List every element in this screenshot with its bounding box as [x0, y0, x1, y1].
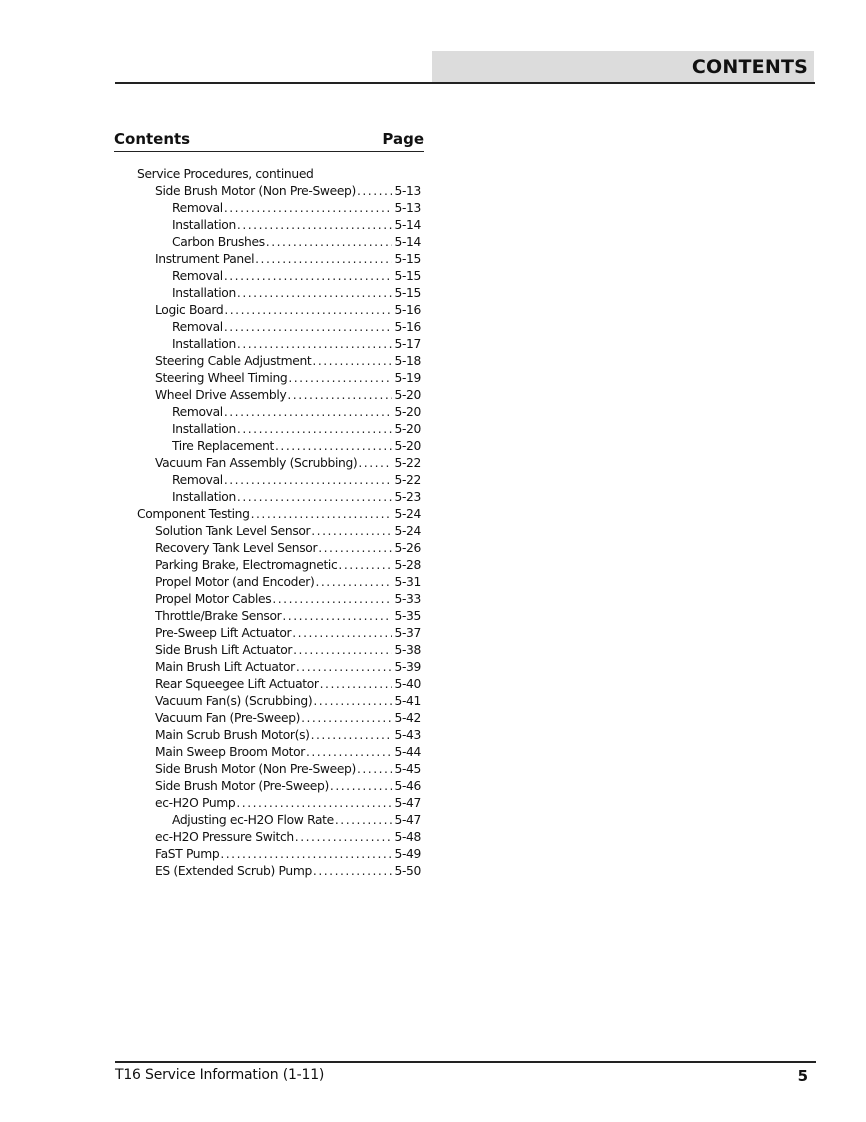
- toc-entry-page: 5-16: [394, 320, 421, 334]
- toc-dot-leader: [224, 472, 393, 489]
- toc-entry[interactable]: [172, 421, 421, 438]
- toc-entry-page: 5-14: [394, 235, 421, 249]
- toc-entry-title: Removal: [172, 320, 223, 334]
- toc-dot-leader: [292, 625, 392, 642]
- toc-entry[interactable]: [155, 574, 421, 591]
- toc-dot-leader: [237, 421, 393, 438]
- toc-entry-title: Service Procedures, continued: [137, 167, 314, 181]
- toc-entry-page: 5-20: [394, 422, 421, 436]
- toc-entry[interactable]: [155, 778, 421, 795]
- toc-dot-leader: [224, 268, 393, 285]
- toc-dot-leader: [237, 285, 393, 302]
- toc-entry-page: 5-13: [394, 201, 421, 215]
- toc-dot-leader: [236, 795, 392, 812]
- toc-entry-page: 5-48: [394, 830, 421, 844]
- toc-entry-title: Side Brush Motor (Pre-Sweep): [155, 779, 329, 793]
- toc-dot-leader: [237, 489, 393, 506]
- toc-dot-leader: [311, 727, 393, 744]
- toc-entry-title: Removal: [172, 473, 223, 487]
- toc-entry-title: Steering Cable Adjustment: [155, 354, 312, 368]
- toc-entry[interactable]: [172, 336, 421, 353]
- toc-entry[interactable]: [172, 438, 421, 455]
- toc-entry[interactable]: [155, 642, 421, 659]
- toc-entry[interactable]: [155, 659, 421, 676]
- toc-entry[interactable]: [155, 710, 421, 727]
- toc-entry-page: 5-16: [394, 303, 421, 317]
- toc-dot-leader: [220, 846, 392, 863]
- toc-entry[interactable]: [155, 251, 421, 268]
- toc-dot-leader: [357, 761, 393, 778]
- toc-entry-title: Parking Brake, Electromagnetic: [155, 558, 338, 572]
- toc-entry-page: 5-28: [394, 558, 421, 572]
- toc-entry[interactable]: [155, 829, 421, 846]
- toc-entry-page: 5-15: [394, 269, 421, 283]
- toc-entry-page: 5-14: [394, 218, 421, 232]
- toc-entry-title: Side Brush Lift Actuator: [155, 643, 293, 657]
- toc-entry-title: Throttle/Brake Sensor: [155, 609, 282, 623]
- toc-entry-page: 5-20: [394, 388, 421, 402]
- toc-entry-page: 5-40: [394, 677, 421, 691]
- toc-entry[interactable]: [155, 863, 421, 880]
- toc-entry-title: Wheel Drive Assembly: [155, 388, 287, 402]
- toc-entry[interactable]: [155, 455, 421, 472]
- toc-dot-leader: [301, 710, 392, 727]
- toc-entry-title: Removal: [172, 201, 223, 215]
- toc-dot-leader: [282, 608, 392, 625]
- toc-entry-title: Vacuum Fan (Pre-Sweep): [155, 711, 301, 725]
- toc-entry-title: Propel Motor (and Encoder): [155, 575, 315, 589]
- toc-entry-title: Removal: [172, 405, 223, 419]
- toc-entry-page: 5-19: [394, 371, 421, 385]
- toc-entry-page: 5-31: [394, 575, 421, 589]
- toc-dot-leader: [288, 370, 392, 387]
- page-header-title: CONTENTS: [691, 56, 808, 78]
- toc-entry-title: Tire Replacement: [172, 439, 275, 453]
- toc-dot-leader: [313, 863, 393, 880]
- toc-dot-leader: [306, 744, 393, 761]
- toc-entry[interactable]: [155, 727, 421, 744]
- toc-dot-leader: [312, 353, 392, 370]
- toc-entry-page: 5-20: [394, 439, 421, 453]
- toc-dot-leader: [224, 200, 393, 217]
- toc-entry-page: 5-50: [394, 864, 421, 878]
- toc-entry-title: Main Sweep Broom Motor: [155, 745, 305, 759]
- toc-entry[interactable]: [155, 693, 421, 710]
- toc-entry-title: Pre-Sweep Lift Actuator: [155, 626, 292, 640]
- toc-dot-leader: [275, 438, 392, 455]
- footer-rule: [115, 1061, 816, 1063]
- toc-entry[interactable]: [155, 761, 421, 778]
- toc-dot-leader: [315, 574, 392, 591]
- toc-entry-page: 5-15: [394, 286, 421, 300]
- toc-dot-leader: [311, 523, 392, 540]
- toc-contents-heading: Contents: [114, 130, 191, 148]
- toc-entry-title: Vacuum Fan(s) (Scrubbing): [155, 694, 313, 708]
- toc-entry-page: 5-22: [394, 473, 421, 487]
- toc-entry-page: 5-47: [394, 813, 421, 827]
- toc-entry-page: 5-39: [394, 660, 421, 674]
- toc-entry-title: Steering Wheel Timing: [155, 371, 288, 385]
- toc-entry[interactable]: [155, 608, 421, 625]
- toc-entry-page: 5-22: [394, 456, 421, 470]
- toc-entry-page: 5-17: [394, 337, 421, 351]
- toc-entry-page: 5-20: [394, 405, 421, 419]
- toc-entry[interactable]: [172, 489, 421, 506]
- toc-entry-page: 5-43: [394, 728, 421, 742]
- toc-entry-page: 5-37: [394, 626, 421, 640]
- toc-dot-leader: [320, 676, 393, 693]
- toc-dot-leader: [357, 183, 393, 200]
- toc-dot-leader: [287, 387, 392, 404]
- toc-dot-leader: [237, 217, 393, 234]
- footer-document-title: T16 Service Information (1-11): [115, 1067, 325, 1083]
- toc-entry[interactable]: [155, 370, 421, 387]
- toc-entry-page: 5-13: [394, 184, 421, 198]
- toc-dot-leader: [255, 251, 392, 268]
- toc-entry-title: Side Brush Motor (Non Pre-Sweep): [155, 184, 356, 198]
- toc-entry[interactable]: [172, 285, 421, 302]
- toc-dot-leader: [293, 642, 392, 659]
- toc-entry-title: Main Brush Lift Actuator: [155, 660, 295, 674]
- toc-dot-leader: [295, 829, 393, 846]
- toc-entry[interactable]: [155, 557, 421, 574]
- toc-entry-page: 5-38: [394, 643, 421, 657]
- toc-entry-page: 5-23: [394, 490, 421, 504]
- toc-entry[interactable]: [172, 472, 421, 489]
- toc-entry-title: Installation: [172, 422, 236, 436]
- toc-entry-title: Component Testing: [137, 507, 250, 521]
- toc-entry[interactable]: [155, 625, 421, 642]
- toc-entry-title: Propel Motor Cables: [155, 592, 272, 606]
- toc-entry[interactable]: [172, 812, 421, 829]
- toc-entry-title: ES (Extended Scrub) Pump: [155, 864, 312, 878]
- toc-entry[interactable]: [172, 234, 421, 251]
- toc-entry[interactable]: [155, 591, 421, 608]
- toc-entry-title: Carbon Brushes: [172, 235, 265, 249]
- toc-entry-title: Rear Squeegee Lift Actuator: [155, 677, 319, 691]
- toc-entry[interactable]: [137, 506, 421, 523]
- toc-entry-page: 5-45: [394, 762, 421, 776]
- toc-entry-title: Logic Board: [155, 303, 224, 317]
- footer-page-number: 5: [797, 1067, 808, 1085]
- toc-dot-leader: [237, 336, 393, 353]
- toc-entry-title: ec-H2O Pressure Switch: [155, 830, 294, 844]
- toc-entry-page: 5-47: [394, 796, 421, 810]
- toc-entry-title: Recovery Tank Level Sensor: [155, 541, 318, 555]
- toc-dot-leader: [224, 404, 393, 421]
- toc-entry-page: 5-49: [394, 847, 421, 861]
- toc-entry[interactable]: [155, 540, 421, 557]
- toc-dot-leader: [338, 557, 392, 574]
- toc-entry[interactable]: [172, 200, 421, 217]
- toc-entry[interactable]: [155, 744, 421, 761]
- toc-header-rule: [114, 151, 424, 152]
- toc-entry-title: Installation: [172, 337, 236, 351]
- toc-entry[interactable]: [155, 523, 421, 540]
- toc-entry[interactable]: [155, 387, 421, 404]
- toc-dot-leader: [318, 540, 392, 557]
- toc-dot-leader: [358, 455, 392, 472]
- toc-dot-leader: [266, 234, 393, 251]
- toc-dot-leader: [296, 659, 393, 676]
- toc-entry-title: Removal: [172, 269, 223, 283]
- toc-entry[interactable]: [155, 183, 421, 200]
- toc-entry-page: 5-15: [394, 252, 421, 266]
- toc-entry-page: 5-46: [394, 779, 421, 793]
- toc-entry-title: Solution Tank Level Sensor: [155, 524, 311, 538]
- toc-entry-page: 5-33: [394, 592, 421, 606]
- toc-dot-leader: [251, 506, 393, 523]
- toc-entry-page: 5-41: [394, 694, 421, 708]
- toc-entry[interactable]: [155, 302, 421, 319]
- toc-entry-page: 5-35: [394, 609, 421, 623]
- toc-entry-page: 5-44: [394, 745, 421, 759]
- toc-entry[interactable]: [155, 676, 421, 693]
- toc-entry[interactable]: [155, 846, 421, 863]
- toc-entry[interactable]: [172, 217, 421, 234]
- toc-entry[interactable]: [155, 795, 421, 812]
- toc-entry-title: Instrument Panel: [155, 252, 255, 266]
- toc-entry-page: 5-24: [394, 524, 421, 538]
- toc-entry-title: Vacuum Fan Assembly (Scrubbing): [155, 456, 358, 470]
- toc-dot-leader: [335, 812, 393, 829]
- toc-entry[interactable]: [172, 319, 421, 336]
- toc-entry-title: Side Brush Motor (Non Pre-Sweep): [155, 762, 356, 776]
- toc-dot-leader: [224, 302, 392, 319]
- toc-dot-leader: [313, 693, 392, 710]
- toc-entry[interactable]: [137, 166, 315, 183]
- toc-entry-title: ec-H2O Pump: [155, 796, 236, 810]
- toc-entry-title: Installation: [172, 490, 236, 504]
- toc-entry[interactable]: [172, 268, 421, 285]
- toc-entry[interactable]: [172, 404, 421, 421]
- toc-entry-title: Installation: [172, 218, 236, 232]
- toc-entry-title: Adjusting ec-H2O Flow Rate: [172, 813, 334, 827]
- toc-entry-title: Main Scrub Brush Motor(s): [155, 728, 310, 742]
- toc-entry-page: 5-42: [394, 711, 421, 725]
- toc-dot-leader: [330, 778, 393, 795]
- toc-page-heading: Page: [382, 130, 424, 148]
- toc-entry-page: 5-26: [394, 541, 421, 555]
- toc-entry-page: 5-24: [394, 507, 421, 521]
- toc-entry-title: FaST Pump: [155, 847, 220, 861]
- toc-dot-leader: [272, 591, 392, 608]
- toc-entry[interactable]: [155, 353, 421, 370]
- toc-entry-page: 5-18: [394, 354, 421, 368]
- toc-dot-leader: [224, 319, 393, 336]
- toc-entry-title: Installation: [172, 286, 236, 300]
- toc-column-headers: [114, 130, 424, 152]
- header-rule: [115, 82, 815, 84]
